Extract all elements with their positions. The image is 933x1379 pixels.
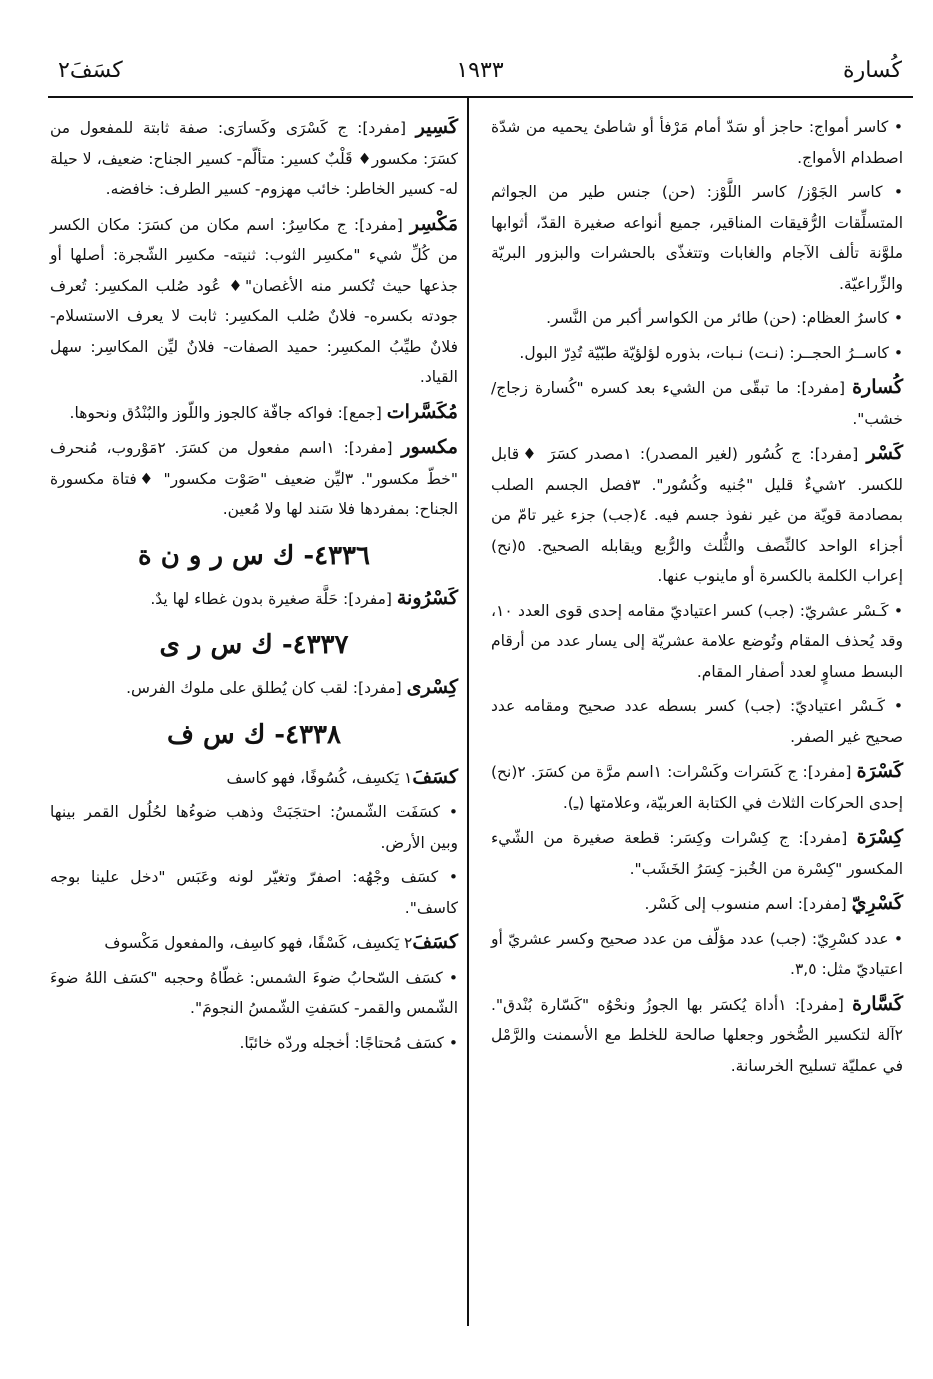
dictionary-entry	[491, 989, 903, 1082]
entry-headword: كَسِير	[415, 116, 458, 138]
entry-definition: [مفرد]: ما تبقّى من الشيء بعد كسره "كُسارة زجاج/ خشب".	[491, 379, 903, 428]
entry-definition: • كاسر أمواج: حاجز أو سَدّ أمام مَرْفأ أو شاطئ يحميه من شدّة اصطدام الأمواج.	[491, 118, 903, 167]
entry-headword: كَسْر	[866, 442, 904, 464]
dictionary-entry	[491, 756, 903, 818]
dictionary-entry	[491, 822, 903, 884]
entry-headword: كسَفَ	[412, 765, 458, 788]
entry-definition: ١ يَكسِف، كُسُوفًا، فهو كاسف	[226, 768, 413, 787]
entry-definition: • كسَف مُحتاجًا: أخجله وردّه خائبًا.	[239, 1033, 458, 1052]
page-number: ١٩٣٣	[456, 58, 504, 83]
page-header	[50, 50, 910, 90]
entry-headword: كَسْرُونة	[396, 586, 458, 609]
dictionary-entry	[50, 762, 458, 794]
dictionary-entry	[50, 672, 458, 704]
entry-definition: [مفرد]: لقب كان يُطلق على ملوك الفرس.	[126, 679, 407, 697]
entry-definition: [مفرد]: ج كَسَرات وكَسْرات: ١اسم مرَّة من كسَرَ. ٢(نح) إحدى الحركات الثلاث في الكتابة العربيّة، وعلامتها (ـِ).	[491, 763, 903, 812]
entry-definition: [مفرد]: حَلَّة صغيرة بدون غطاء لها يدٌ.	[150, 589, 397, 608]
column-divider	[467, 96, 469, 1326]
dictionary-entry	[491, 112, 903, 173]
header-last-word: كسَفَ٢	[58, 58, 123, 83]
left-column	[50, 112, 458, 1062]
dictionary-entry	[491, 596, 903, 688]
dictionary-entry	[491, 338, 903, 369]
entry-definition: [مفرد]: ج كِسْرات وكِسَر: قطعة صغيرة من الشّيء المكسور "كِسْرة من الخُبز- كِسَرُ الخَشَب".	[491, 829, 903, 878]
entry-headword: كسَفَ	[412, 931, 458, 953]
entry-definition: • كاســرُ الحجــر: (نـت) نـبات، بذوره لؤلؤيّة طبّيّة تُدِرّ البول.	[519, 343, 903, 362]
entry-definition: • كَـسْر اعتياديّ: (جب) كسر بسطه عدد صحيح ومقامه عدد صحيح غير الصفر.	[491, 697, 903, 746]
dictionary-entry	[50, 112, 458, 205]
dictionary-entry	[50, 397, 458, 429]
dictionary-entry	[491, 177, 903, 299]
dictionary-entry	[491, 924, 903, 985]
right-column	[491, 112, 903, 1085]
entry-definition: [جمع]: فواكه جافّة كالجوز واللّوز والبُنْدُق ونحوها.	[69, 403, 387, 422]
dictionary-entry	[50, 963, 458, 1024]
dictionary-entry	[50, 927, 458, 959]
dictionary-entry	[50, 862, 458, 923]
entry-definition: [مفرد]: ج كُسُور (لغير المصدر): ١مصدر كسَرَ ♦قابل للكسر. ٢شيءٌ قليل "جُنيه وكُسُور". ٣فصل الجسم الصلب بمصادمة قويّة من غير نفوذ جسم فيه. ٤(جب) جزء غير تامّ من أجزاء الواحد كالنِّصف والثُّلث والرُّبع ويقابله الصحيح. ٥(نح) إعراب الكلمة بالكسرة أو ماينوب عنها.	[491, 445, 903, 585]
entry-headword: كَسْرِيّ	[851, 892, 903, 914]
dictionary-entry	[50, 209, 458, 393]
entry-headword: كَسْرَة	[856, 760, 903, 782]
dictionary-entry	[50, 1028, 458, 1059]
entry-definition: • كسَف وجْهُه: اصفرّ وتغيّر لونه وعَبَس "دخل علينا بوجه كاسف".	[50, 868, 458, 917]
entry-definition: • كاسر الجَوْز/ كاسر اللَّوْز: (حن) جنس طير من الجواثم المتسلِّقات الرُّقيقات المناقير، جميع أنواعه صغيرة القدّ، أثوابها ملوَّنة تألف الآجام والغابات وتتغذّى بالحشرات والبزور البريّة والزِّراعيّة.	[491, 183, 903, 293]
root-heading: ٤٣٣٧- ك س ر ى	[159, 630, 349, 660]
entry-headword: كِسْرى	[406, 676, 458, 698]
entry-definition: [مفرد]: اسم منسوب إلى كَسْر.	[644, 895, 852, 913]
dictionary-entry	[491, 691, 903, 752]
entry-headword: مكسور	[401, 436, 458, 458]
header-rule	[48, 96, 913, 98]
entry-definition: [مفرد]: ج كَسْرَى وكَسارَى: صفة ثابتة للمفعول من كسَرَ: مكسور♦ قَلْبٌ كسير: متألّم- كسير الجناح: ضعيف، لا حيلة له- كسير الخاطر: خائب مهزوم- كسير الطرف: خافضه.	[50, 119, 458, 198]
dictionary-entry	[491, 372, 903, 434]
entry-definition: [مفرد]: ج مكاسِرُ: اسم مكان من كسَرَ: مكان الكسر من كُلِّ شيء "مكسِر الثوب: ثنيته- مكسِر الشّجرة: أصلها أو جذعها حيث تُكسر منه الأغصان"♦ عُود صُلب المكسِر: تُعرف جودته بكسره- فلانٌ صُلب المكسِر: ثابت لا يعرف الاستسلام- فلانٌ طيِّبُ المكسِر: حميد الصفات- فلانٌ ليِّن المكاسِر: سهل القياد.	[50, 215, 458, 386]
dictionary-entry	[491, 888, 903, 920]
root-heading: ٤٣٣٦- ك س ر و ن ة	[138, 540, 370, 571]
dictionary-entry	[50, 797, 458, 858]
dictionary-entry	[491, 438, 903, 592]
entry-headword: مَكْسِر	[409, 212, 458, 235]
entry-headword: كَسَّارة	[852, 992, 903, 1015]
entry-definition: ٢ يَكسِف، كَسْفًا، فهو كاسِف، والمفعول مَكْسوف	[104, 934, 413, 952]
dictionary-entry	[491, 303, 903, 334]
entry-definition: • كَـسْر عشريّ: (جب) كسر اعتياديّ مقامه إحدى قوى العدد ١٠، وقد يُحذف المقام وتُوضع علامة عشريّة إلى يسار عدد من أرقام البسط مساوٍ لعدد أصفار المقام.	[491, 601, 903, 681]
root-heading: ٤٣٣٨- ك س ف	[167, 719, 341, 750]
entry-definition: • كسَف السّحابُ ضوءَ الشمس: غطّاهُ وحجبه "كسَف اللهُ ضوءَ الشّمس والقمر- كسَفتِ الشّمسُ النجومَ".	[50, 968, 458, 1017]
entry-definition: • كسَفَت الشّمسُ: احتجَبَتْ وذهب ضوءُها لحُلُول القمر بينها وبين الأرض.	[50, 803, 458, 852]
entry-definition: • كاسرُ العظام: (حن) طائر من الكواسر أكبر من النَّسر.	[546, 309, 903, 327]
header-first-word: كُسارة	[843, 58, 902, 83]
dictionary-entry	[50, 583, 458, 615]
entry-headword: كُسارة	[852, 376, 903, 398]
entry-headword: كِسْرَة	[856, 826, 903, 848]
entry-definition: [مفرد]: ١اسم مفعول من كسَرَ. ٢مَوْروب، مُنحرف "خطّ مكسور". ٣ليِّن ضعيف "صَوْت مكسور" ♦فتاة مكسورة الجناح: بمفردها فلا سَند لها ولا مُعين.	[50, 439, 458, 518]
entry-headword: مُكَسَّرات	[386, 400, 458, 423]
dictionary-entry	[50, 432, 458, 525]
entry-definition: [مفرد]: ١أداة يُكسَر بها الجوزُ ونحْوُه "كَسّارة بُنْدق". ٢آلة لتكسير الصُّخور وجعلها صالحة للخلط مع الأسمنت والرَّمْل في عمليّة تسليح الخرسانة.	[491, 995, 903, 1075]
entry-definition: • عدد كسْرِيّ: (جب) عدد مؤلّف من عدد صحيح وكسر عشريّ أو اعتياديّ مثل: ٣,٥.	[491, 929, 903, 978]
